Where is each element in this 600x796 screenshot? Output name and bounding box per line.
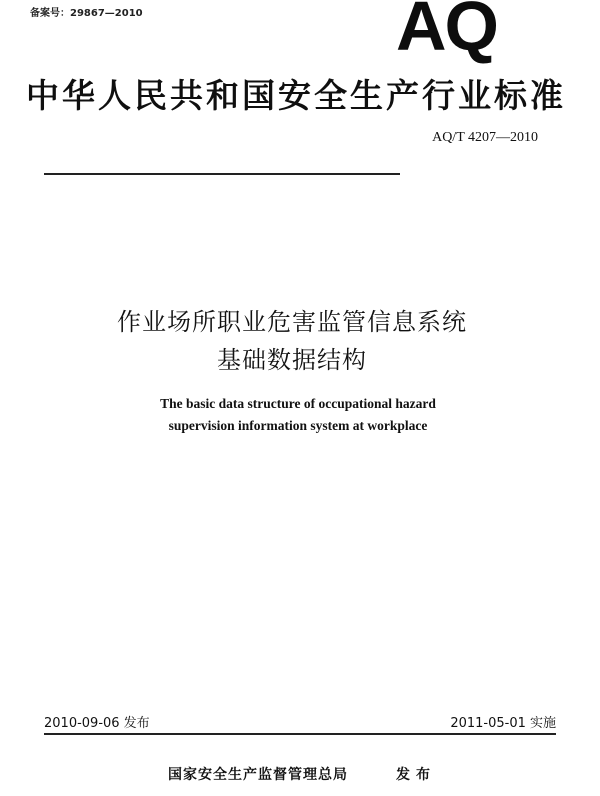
aq-logo: AQ [396,0,497,65]
effective-date: 2011-05-01 实施 [450,716,556,731]
document-title-en-line2: supervision information system at workplace [168,418,428,433]
standard-category-title: 中华人民共和国安全生产行业标准 [26,76,566,115]
footer-divider [44,733,556,735]
document-title-zh-line1: 作业场所职业危害监管信息系统 [117,308,467,336]
header-divider-dash [400,173,554,175]
publish-date: 2010-09-06 发布 [44,716,150,731]
document-title-zh-line2: 基础数据结构 [217,346,367,374]
issuing-authority: 国家安全生产监督管理总局 [168,767,348,783]
standard-number: AQ/T 4207—2010 [432,130,538,145]
document-title-en-line1: The basic data structure of occupational hazard [160,396,436,411]
issue-label: 发布 [396,767,436,783]
record-number: 备案号：29867—2010 [30,8,143,19]
